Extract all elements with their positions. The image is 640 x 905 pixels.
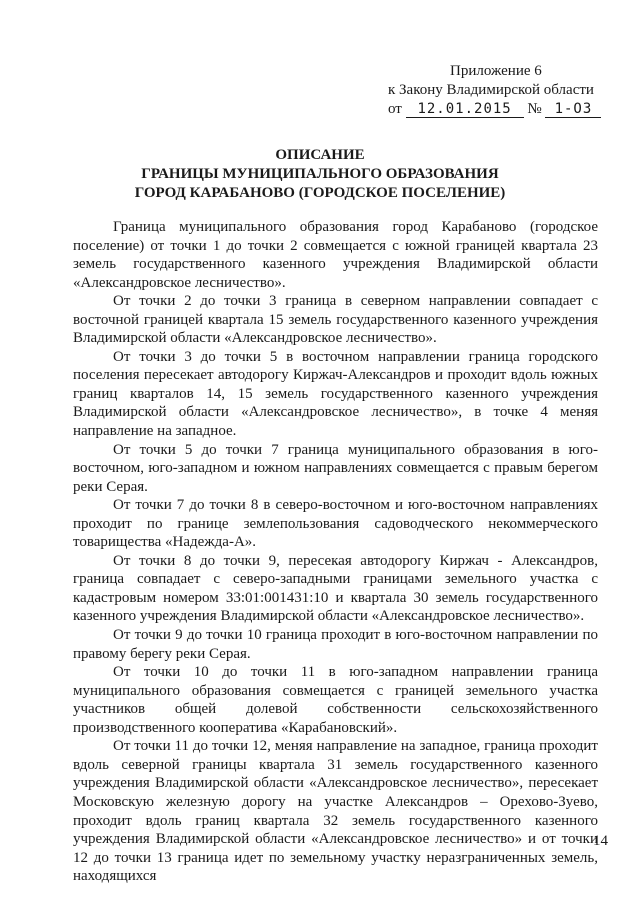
handwritten-date: 12.01.2015 [406,102,524,118]
handwritten-number: 1-ОЗ [545,102,601,118]
paragraph-3: От точки 3 до точки 5 в восточном направлении граница городского поселения пересекает автодорогу Киржач-Александров и проходит вдоль южных границ кварталов 14, 15 земель государственного казенного учреждения Владимирской области «Александровское лесничество», в точке 4 меняя направление на западное. [73,348,598,440]
law-reference: к Закону Владимирской области [388,82,594,98]
page-number: 14 [593,833,608,849]
appendix-header [388,62,608,119]
paragraph-9: От точки 11 до точки 12, меняя направление на западное, граница проходит вдоль северной границы квартала 31 земель государственного казенного учреждения Владимирской области «Александровское лесничество», пересекает Московскую железную дорогу на участке Александров – Орехово-Зуево, проходит вдоль границ квартала 32 земель государственного казенного учреждения Владимирской области «Александровское лесничество» и от точки 12 до точки 13 граница идет по земельному участку неразграниченных земель, находящихся [73,738,598,885]
paragraph-7: От точки 9 до точки 10 граница проходит в юго-восточном направлении по правому берегу реки Серая. [73,627,598,662]
paragraph-4: От точки 5 до точки 7 граница муниципального образования в юго-восточном, юго-западном и южном направлениях совмещается с правым берегом реки Серая. [73,441,598,495]
paragraph-2: От точки 2 до точки 3 граница в северном направлении совпадает с восточной границей квартала 15 земель государственного казенного учреждения Владимирской области «Александровское лесничество». [73,293,598,347]
paragraph-5: От точки 7 до точки 8 в северо-восточном и юго-восточном направлениях проходит по границе землепользования садоводческого некоммерческого товарищества «Надежда-А». [73,497,598,551]
title-line-1: ОПИСАНИЕ [275,147,365,163]
law-date-number [388,100,608,119]
title-line-2: ГРАНИЦЫ МУНИЦИПАЛЬНОГО ОБРАЗОВАНИЯ [141,166,499,182]
document-body [73,218,598,886]
paragraph-1: Граница муниципального образования город Карабаново (городское поселение) от точки 1 до точки 2 совмещается с южной границей квартала 23 земель государственного казенного учреждения Владимирской области «Александровское лесничество». [73,219,598,291]
appendix-label: Приложение 6 [450,63,542,79]
document-title [0,146,640,203]
number-prefix: № [527,101,542,117]
paragraph-8: От точки 10 до точки 11 в юго-западном направлении граница муниципального образования совмещается с границей земельного участка участников общей долевой собственности сельскохозяйственного производственного кооператива «Карабановский». [73,664,598,736]
paragraph-6: От точки 8 до точки 9, пересекая автодорогу Киржач - Александров, граница совпадает с северо-западными границами земельного участка с кадастровым номером 33:01:001431:10 и квартала 30 земель государственного казенного учреждения Владимирской области «Александровское лесничество». [73,552,598,625]
title-line-3: ГОРОД КАРАБАНОВО (ГОРОДСКОЕ ПОСЕЛЕНИЕ) [134,185,506,201]
date-prefix: от [388,101,402,117]
